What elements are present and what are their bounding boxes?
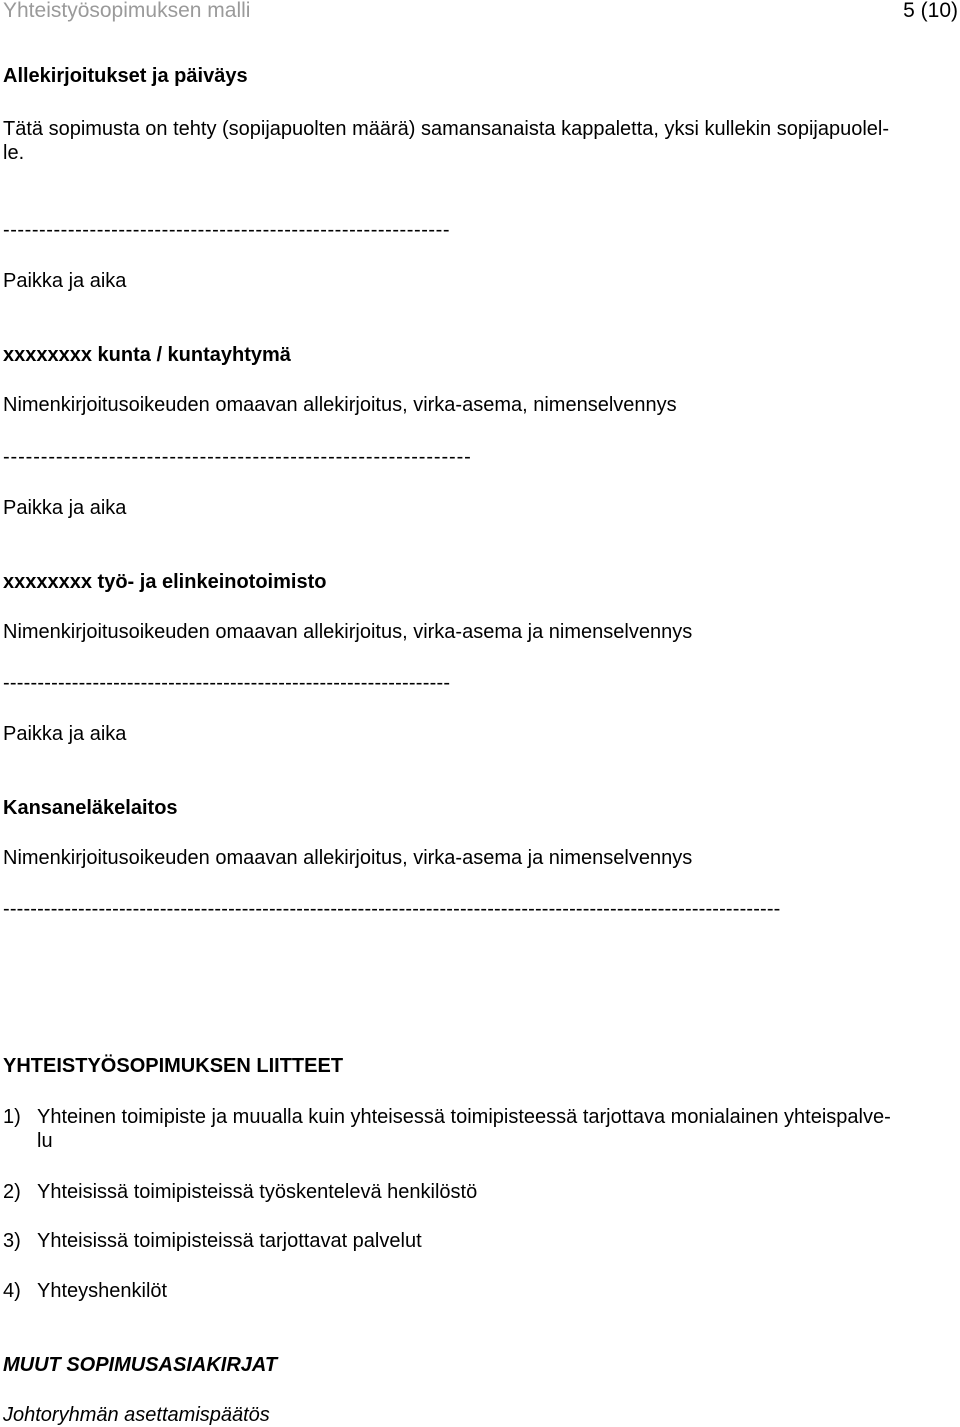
signature-line-3: -----------------------------------------------------------------: [3, 672, 451, 694]
attachments-heading: YHTEISTYÖSOPIMUKSEN LIITTEET: [3, 1055, 344, 1077]
list-item-number: 1): [3, 1106, 21, 1128]
list-item: [3, 1105, 891, 1129]
other-documents-heading: MUUT SOPIMUSASIAKIRJAT: [3, 1354, 278, 1376]
list-item-text: Yhteisissä toimipisteissä tarjottavat palvelut: [37, 1230, 422, 1252]
signature-line-1: --------------------------------------------------------------: [3, 219, 451, 241]
list-item-number: 4): [3, 1280, 21, 1302]
signatures-heading: Allekirjoitukset ja päiväys: [3, 65, 248, 87]
place-time-2: Paikka ja aika: [3, 497, 127, 519]
list-item-text: Yhteisissä toimipisteissä työskentelevä henkilöstö: [37, 1181, 478, 1203]
list-item: [3, 1279, 167, 1303]
intro-line-2: le.: [3, 142, 25, 164]
document-title: Yhteistyösopimuksen malli: [3, 0, 251, 22]
signer-description-1: Nimenkirjoitusoikeuden omaavan allekirjoitus, virka-asema, nimenselvennys: [3, 394, 677, 416]
intro-line-1: Tätä sopimusta on tehty (sopijapuolten määrä) samansanaista kappaletta, yksi kullekin sopijapuolel-: [3, 118, 890, 140]
list-item-number: 3): [3, 1230, 21, 1252]
signer-description-2: Nimenkirjoitusoikeuden omaavan allekirjoitus, virka-asema ja nimenselvennys: [3, 621, 693, 643]
signature-line-4: ------------------------------------------------------------------------------------------------------------------: [3, 898, 781, 920]
list-item: [3, 1229, 422, 1253]
list-item-continuation: lu: [37, 1130, 53, 1152]
page-number: 5 (10): [903, 0, 958, 22]
list-item: [3, 1180, 477, 1204]
list-item-text: Yhteinen toimipiste ja muualla kuin yhteisessä toimipisteessä tarjottava monialainen yhteispalve-: [37, 1106, 891, 1128]
place-time-1: Paikka ja aika: [3, 270, 127, 292]
other-documents-item: Johtoryhmän asettamispäätös: [3, 1404, 270, 1426]
party-employment-office: xxxxxxxx työ- ja elinkeinotoimisto: [3, 571, 327, 593]
list-item-text: Yhteyshenkilöt: [37, 1280, 168, 1302]
signature-line-2: --------------------------------------------------------------: [3, 446, 472, 468]
place-time-3: Paikka ja aika: [3, 723, 127, 745]
party-kela: Kansaneläkelaitos: [3, 797, 178, 819]
list-item-number: 2): [3, 1181, 21, 1203]
party-municipality: xxxxxxxx kunta / kuntayhtymä: [3, 344, 291, 366]
signer-description-3: Nimenkirjoitusoikeuden omaavan allekirjoitus, virka-asema ja nimenselvennys: [3, 847, 693, 869]
